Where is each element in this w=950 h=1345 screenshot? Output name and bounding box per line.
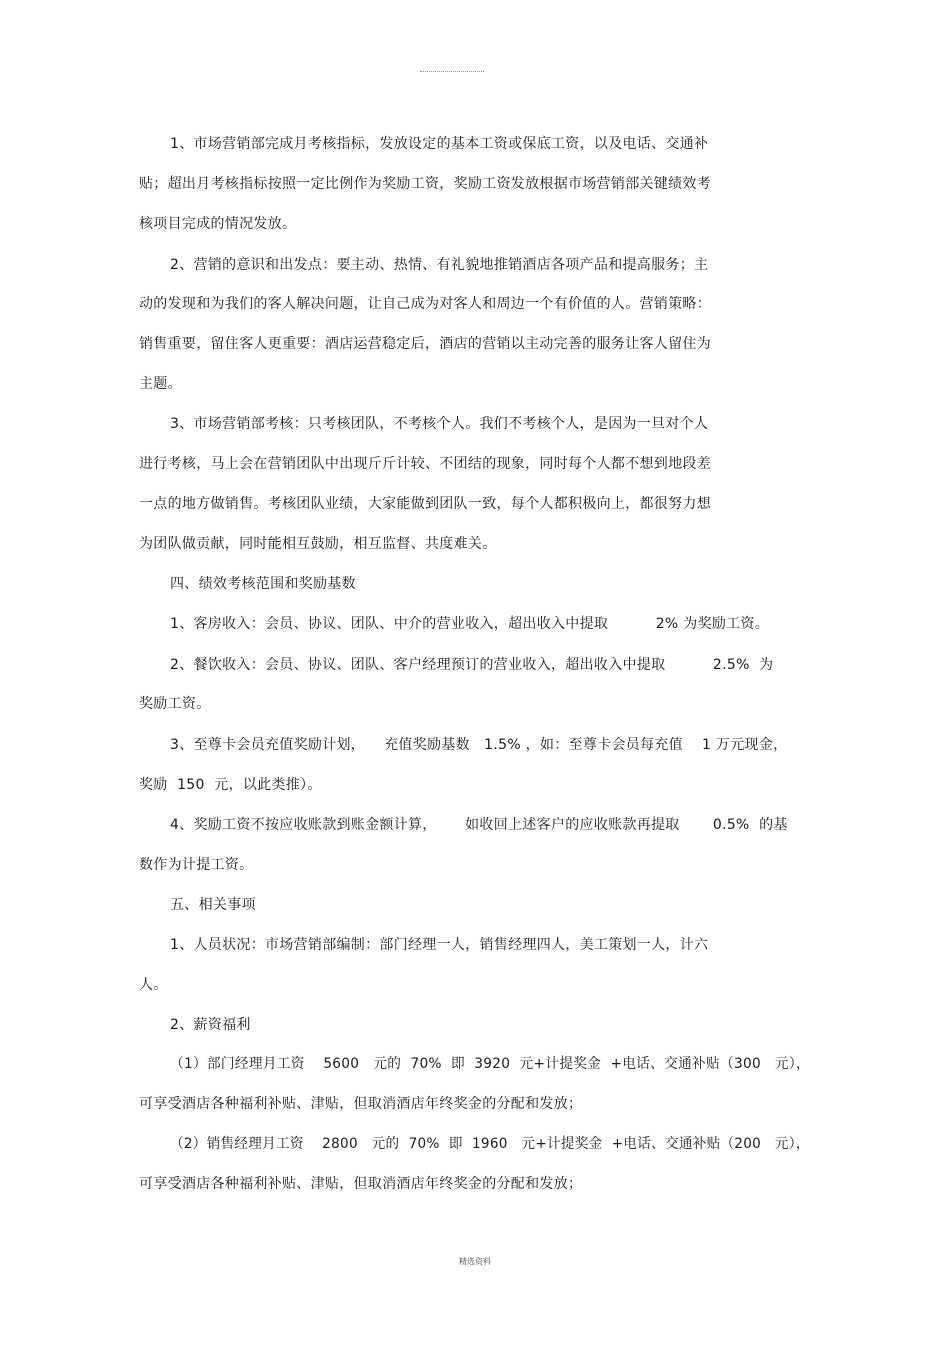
section-heading: 五、相关事项 — [170, 897, 256, 913]
paragraph-line: 2、薪资福利 — [170, 1017, 251, 1033]
paragraph-line: 1、客房收入：会员、协议、团队、中介的营业收入，超出收入中提取 2% 为奖励工资。 — [170, 616, 770, 632]
paragraph-line: 人。 — [139, 977, 168, 993]
paragraph-line: 奖励 150 元，以此类推）。 — [139, 777, 322, 793]
paragraph-line: 3、市场营销部考核：只考核团队，不考核个人。我们不考核个人，是因为一旦对个人 — [170, 416, 709, 432]
paragraph-line: 进行考核，马上会在营销团队中出现斤斤计较、不团结的现象，同时每个人都不想到地段差 — [139, 456, 711, 472]
paragraph-line: 1、市场营销部完成月考核指标，发放设定的基本工资或保底工资，以及电话、交通补 — [170, 136, 709, 152]
paragraph-line: 一点的地方做销售。考核团队业绩，大家能做到团队一致，每个人都积极向上，都很努力想 — [139, 496, 711, 512]
paragraph-line: 核项目完成的情况发放。 — [139, 216, 297, 232]
paragraph-line: 销售重要，留住客人更重要：酒店运营稳定后，酒店的营销以主动完善的服务让客人留住为 — [139, 336, 711, 352]
paragraph-line: 奖励工资。 — [139, 696, 211, 712]
paragraph-line: 动的发现和为我们的客人解决问题，让自己成为对客人和周边一个有价值的人。营销策略： — [139, 296, 711, 312]
paragraph-line: 贴；超出月考核指标按照一定比例作为奖励工资，奖励工资发放根据市场营销部关键绩效考 — [139, 176, 711, 192]
paragraph-line: （2）销售经理月工资 2800 元的 70% 即 1960 元+计提奖金 +电话、交通补贴（200 元）， — [170, 1136, 810, 1152]
paragraph-line: 可享受酒店各种福利补贴、津贴，但取消酒店年终奖金的分配和发放； — [139, 1176, 583, 1192]
paragraph-line: 数作为计提工资。 — [139, 857, 254, 873]
paragraph-line: 主题。 — [139, 376, 182, 392]
paragraph-line: 1、人员状况：市场营销部编制：部门经理一人，销售经理四人，美工策划一人，计六 — [170, 937, 709, 953]
paragraph-line: 可享受酒店各种福利补贴、津贴，但取消酒店年终奖金的分配和发放； — [139, 1096, 583, 1112]
paragraph-line: （1）部门经理月工资 5600 元的 70% 即 3920 元+计提奖金 +电话、交通补贴（300 元）， — [170, 1056, 810, 1072]
paragraph-line: 为团队做贡献，同时能相互鼓励，相互监督、共度难关。 — [139, 536, 497, 552]
header-rule — [420, 71, 484, 72]
paragraph-line: 2、营销的意识和出发点：要主动、热情、有礼貌地推销酒店各项产品和提高服务；主 — [170, 257, 709, 273]
paragraph-line: 3、至尊卡会员充值奖励计划， 充值奖励基数 1.5% ，如：至尊卡会员每充值 1 万元现金， — [170, 737, 788, 753]
page-footer: 精选资料 — [459, 1257, 491, 1266]
paragraph-line: 2、餐饮收入：会员、协议、团队、客户经理预订的营业收入，超出收入中提取 2.5% 为 — [170, 657, 774, 673]
section-heading: 四、绩效考核范围和奖励基数 — [170, 576, 356, 592]
paragraph-line: 4、奖励工资不按应收账款到账金额计算， 如收回上述客户的应收账款再提取 0.5% 的基 — [170, 817, 788, 833]
